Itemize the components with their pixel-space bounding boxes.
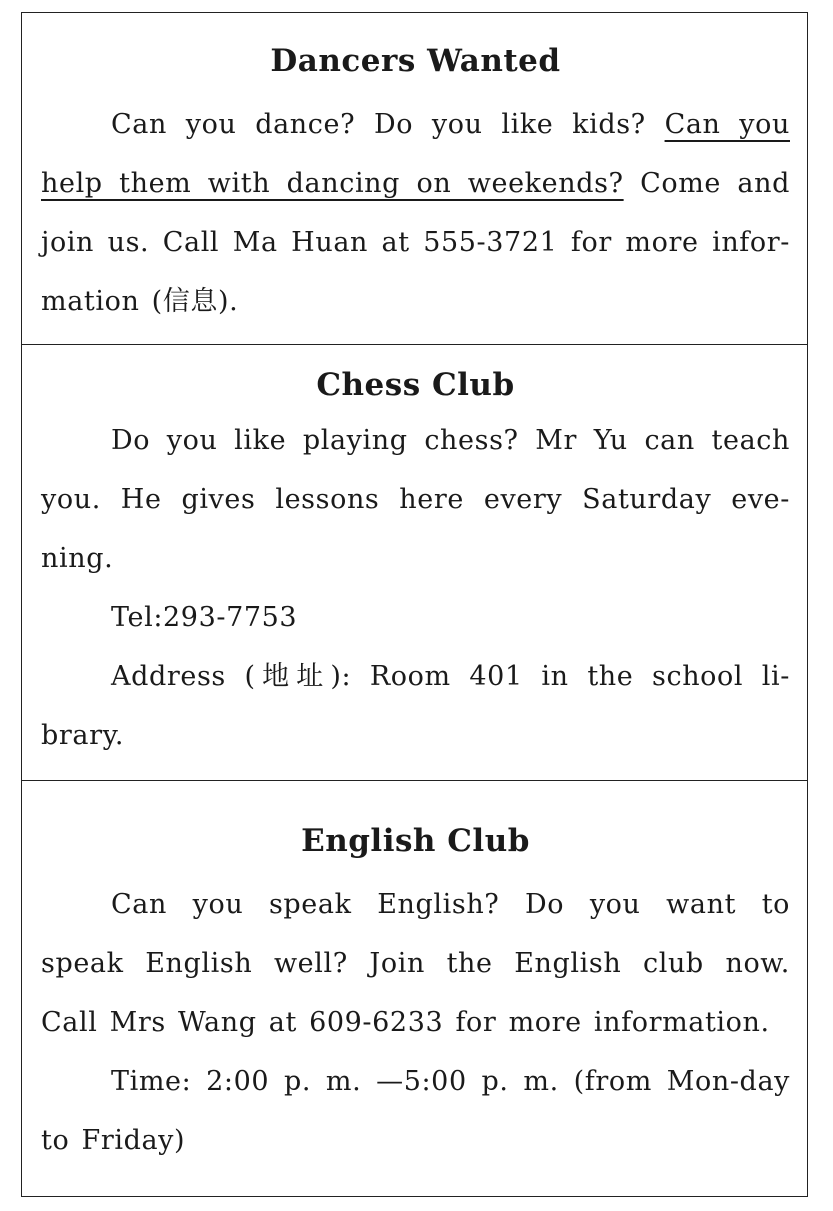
dancers-wanted-section [22, 13, 807, 344]
notice-board [21, 12, 808, 1197]
dancers-text-b: Come and join us. Call Ma Huan at 555-3721 for more infor-mation (信息). [41, 168, 790, 317]
english-time: Time: 2:00 p. m. —5:00 p. m. (from Mon-day to Friday) [41, 1066, 790, 1156]
english-club-section [22, 780, 807, 1198]
dancers-underlined-question: Can you help them with dancing on weekends? [41, 109, 790, 199]
dancers-title: Dancers Wanted [270, 43, 561, 79]
english-title: English Club [301, 823, 530, 859]
chess-title: Chess Club [316, 367, 515, 403]
dancers-text-a: Can you dance? Do you like kids? [111, 109, 665, 140]
chess-club-section [22, 344, 807, 780]
chess-tel: Tel:293-7753 [111, 602, 298, 633]
chess-address: Address (地址): Room 401 in the school li-brary. [41, 661, 790, 751]
dancers-paragraph [41, 95, 790, 331]
english-paragraph: Can you speak English? Do you want to speak English well? Join the English club now. Call Mrs Wang at 609-6233 for more information. [41, 889, 790, 1038]
chess-paragraph: Do you like playing chess? Mr Yu can teach you. He gives lessons here every Saturday eve-ning. [41, 425, 790, 574]
